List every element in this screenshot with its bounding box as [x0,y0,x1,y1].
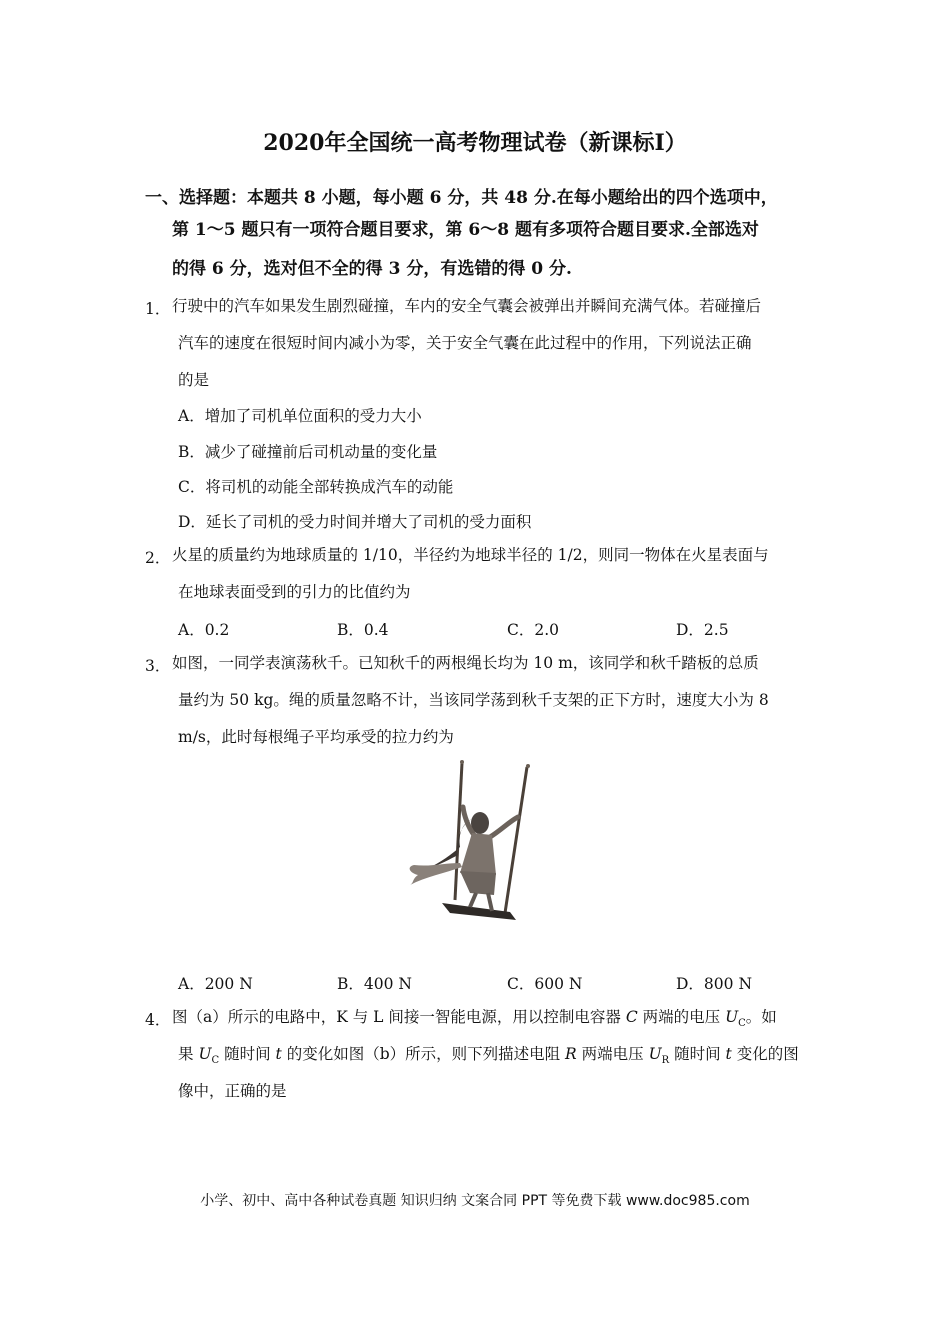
q1-stem-line2: 汽车的速度在很短时间内减小为零，关于安全气囊在此过程中的作用，下列说法正确 [178,334,752,352]
q3-option-d: D．800 N [676,975,753,993]
q1-number: 1． [145,300,171,318]
q2-stem-line1: 火星的质量约为地球质量的 1/10，半径约为地球半径的 1/2，则同一物体在火星表面与 [172,546,769,564]
q3-option-c: C．600 N [507,975,583,993]
section-heading-line3: 的得 6 分，选对但不全的得 3 分，有选错的得 0 分. [172,259,572,279]
q1-stem-line3: 的是 [178,371,210,389]
q3-number: 3． [145,657,171,675]
q1-option-a: A．增加了司机单位面积的受力大小 [178,407,422,425]
q1-option-d: D．延长了司机的受力时间并增大了司机的受力面积 [178,513,532,531]
q2-option-a: A．0.2 [178,621,230,639]
q3-option-b: B．400 N [337,975,412,993]
q3-stem-line3: m/s，此时每根绳子平均承受的拉力约为 [178,728,454,746]
section-heading-line1: 一、选择题：本题共 8 小题，每小题 6 分，共 48 分.在每小题给出的四个选项中， [145,188,778,208]
q2-number: 2． [145,549,171,567]
q4-stem-line3: 像中，正确的是 [178,1082,287,1100]
q3-stem-line1: 如图，一同学表演荡秋千。已知秋千的两根绳长均为 10 m，该同学和秋千踏板的总质 [172,654,759,672]
q2-option-d: D．2.5 [676,621,729,639]
q1-option-c: C．将司机的动能全部转换成汽车的动能 [178,478,454,496]
q1-stem-line1: 行驶中的汽车如果发生剧烈碰撞，车内的安全气囊会被弹出并瞬间充满气体。若碰撞后 [172,297,762,315]
q4-stem-line2: 果 $U_C$ 随时间 t 的变化如图（b）所示，则下列描述电阻 R 两端电压 $U_R$ 随时间 t 变化的图 [178,1045,799,1067]
right-rope [505,767,527,913]
dress [460,833,496,875]
q3-option-a: A．200 N [178,975,253,993]
q2-option-c: C．2.0 [507,621,560,639]
swing-illustration [400,755,550,935]
section-heading-line2: 第 1～5 题只有一项符合题目要求，第 6～8 题有多项符合题目要求.全部选对 [172,220,759,240]
q4-number: 4． [145,1011,171,1029]
q4-stem-line1: 图（a）所示的电路中，K 与 L 间接一智能电源，用以控制电容器 C 两端的电压 $U_C$。如 [172,1008,777,1030]
q1-option-b: B．减少了碰撞前后司机动量的变化量 [178,443,438,461]
footer-text: 小学、初中、高中各种试卷真题 知识归纳 文案合同 PPT 等免费下载 www.doc985.com [200,1193,750,1209]
q3-stem-line2: 量约为 50 kg。绳的质量忽略不计，当该同学荡到秋千支架的正下方时，速度大小为 8 [178,691,769,709]
q2-stem-line2: 在地球表面受到的引力的比值约为 [178,583,411,601]
page-title: 2020年全国统一高考物理试卷（新课标Ⅰ） [263,130,687,156]
q2-option-b: B．0.4 [337,621,389,639]
